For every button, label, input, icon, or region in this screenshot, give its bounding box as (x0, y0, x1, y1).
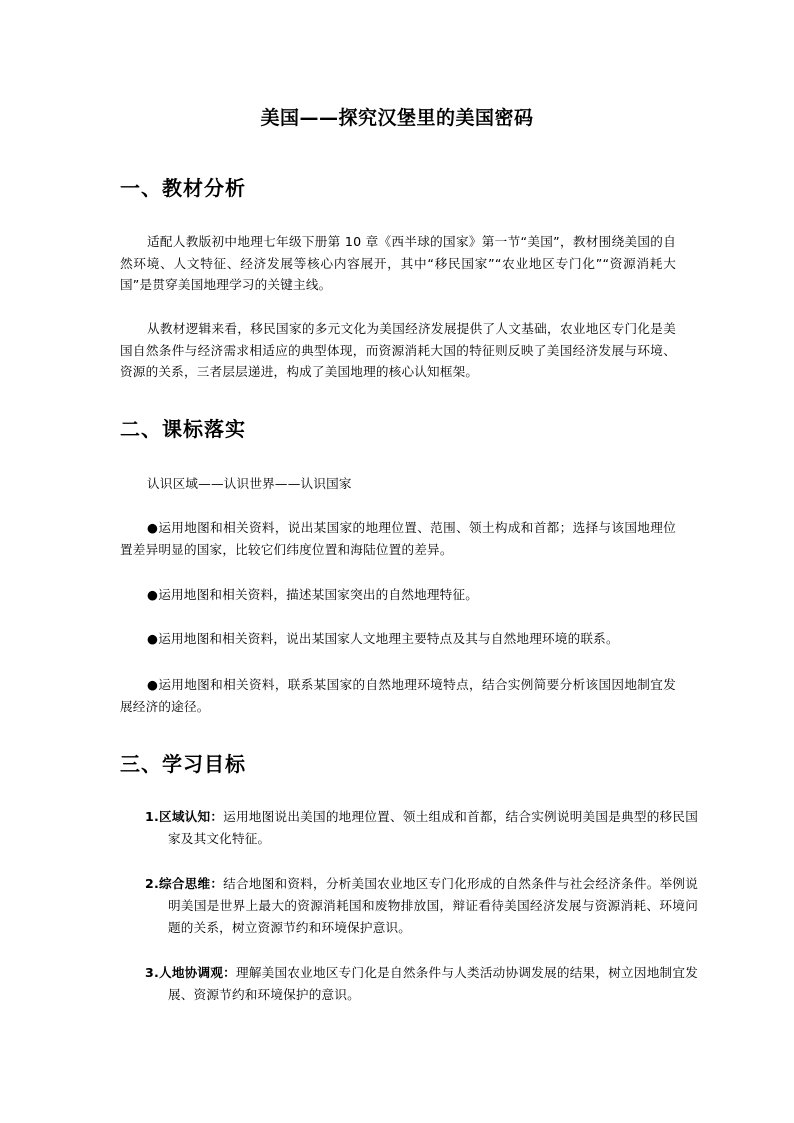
section-heading-curriculum-standards: 二、课标落实 (120, 417, 246, 441)
paragraph: 适配人教版初中地理七年级下册第 10 章《西半球的国家》第一节“美国”，教材围绕美国的自然环境、人文特征、经济发展等核心内容展开，其中“移民国家”“农业地区专门化”“资源消耗大国”是贯穿美国地理学习的关键主线。 (120, 234, 676, 292)
objective-item (145, 806, 698, 850)
standard-item: ●运用地图和相关资料，描述某国家突出的自然地理特征。 (147, 587, 479, 602)
objective-label: 2.综合思维： (145, 876, 224, 891)
section-heading-learning-objectives: 三、学习目标 (120, 752, 246, 776)
objective-text: 理解美国农业地区专门化是自然条件与人类活动协调发展的结果，树立因地制宜发展、资源节约和环境保护的意识。 (168, 965, 698, 1002)
section-heading-textbook-analysis: 一、教材分析 (120, 176, 246, 200)
objective-item (145, 873, 698, 939)
standard-item: ●运用地图和相关资料，联系某国家的自然地理环境特点，结合实例简要分析该国因地制宜发展经济的途径。 (120, 677, 676, 714)
objective-label: 3.人地协调观： (145, 965, 236, 980)
objective-text: 结合地图和资料，分析美国农业地区专门化形成的自然条件与社会经济条件。举例说明美国是世界上最大的资源消耗国和废物排放国，辩证看待美国经济发展与资源消耗、环境问题的关系，树立资源节约和环境保护意识。 (168, 876, 699, 935)
paragraph: 从教材逻辑来看，移民国家的多元文化为美国经济发展提供了人文基础，农业地区专门化是美国自然条件与经济需求相适应的典型体现，而资源消耗大国的特征则反映了美国经济发展与环境、资源的关系，三者层层递进，构成了美国地理的核心认知框架。 (120, 321, 676, 379)
objective-label: 1.区域认知： (145, 809, 224, 824)
curriculum-intro: 认识区域——认识世界——认识国家 (147, 476, 352, 491)
objective-text: 运用地图说出美国的地理位置、领土组成和首都，结合实例说明美国是典型的移民国家及其文化特征。 (168, 809, 699, 846)
standard-item: ●运用地图和相关资料，说出某国家人文地理主要特点及其与自然地理环境的联系。 (147, 631, 619, 646)
objective-item (145, 962, 698, 1006)
document-title: 美国——探究汉堡里的美国密码 (260, 107, 534, 129)
standard-item: ●运用地图和相关资料，说出某国家的地理位置、范围、领土构成和首都；选择与该国地理位置差异明显的国家，比较它们纬度位置和海陆位置的差异。 (120, 520, 676, 557)
